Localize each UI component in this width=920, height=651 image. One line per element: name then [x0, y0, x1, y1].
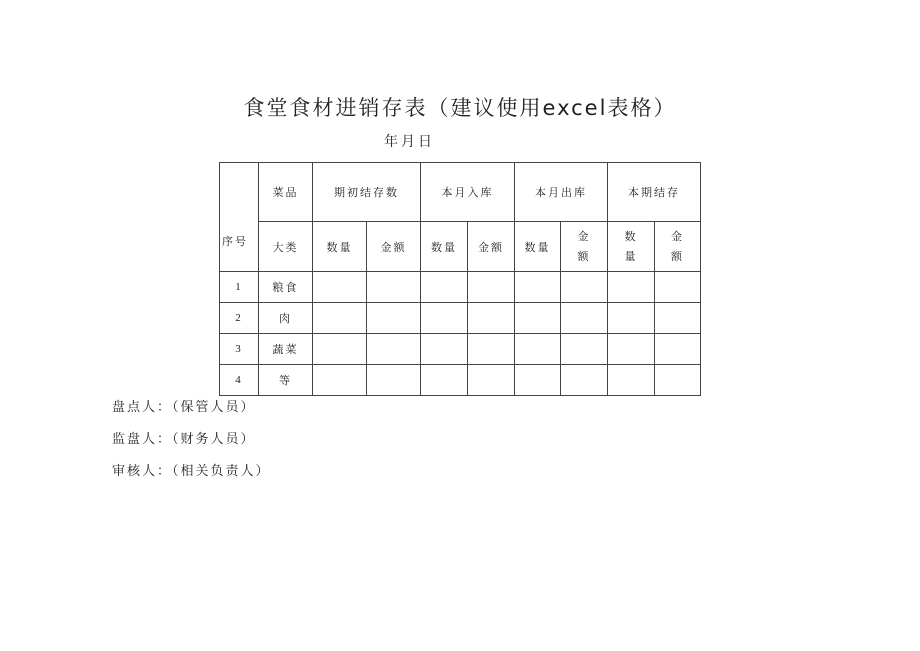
empty-cell	[608, 365, 655, 396]
empty-cell	[468, 303, 515, 334]
group-header-opening: 期初结存数	[313, 163, 421, 222]
empty-cell	[655, 365, 701, 396]
group-header-closing: 本期结存	[608, 163, 701, 222]
document-title: 食堂食材进销存表（建议使用excel表格）	[243, 96, 677, 120]
signer-list	[112, 398, 271, 494]
empty-cell	[367, 303, 421, 334]
qty-header: 数量	[515, 222, 561, 272]
empty-cell	[515, 334, 561, 365]
seq-header: 序号	[220, 163, 259, 272]
amount-char: 额	[577, 249, 591, 263]
amount-header: 金额	[367, 222, 421, 272]
empty-cell	[313, 272, 367, 303]
qty-char: 量	[624, 249, 638, 263]
row-seq: 2	[220, 303, 259, 334]
table-row	[220, 334, 701, 365]
amount-char: 额	[671, 249, 684, 263]
category-header: 大类	[259, 222, 313, 272]
empty-cell	[561, 334, 608, 365]
empty-cell	[561, 303, 608, 334]
empty-cell	[655, 334, 701, 365]
dish-header: 菜品	[259, 163, 313, 222]
table-row	[220, 272, 701, 303]
row-category: 肉	[259, 303, 313, 334]
row-category: 等	[259, 365, 313, 396]
empty-cell	[655, 303, 701, 334]
qty-header: 数量	[313, 222, 367, 272]
empty-cell	[515, 365, 561, 396]
inventory-table	[219, 162, 701, 396]
empty-cell	[468, 272, 515, 303]
table-row	[220, 365, 701, 396]
signer-reviewer: 审核人：（相关负责人）	[112, 464, 271, 479]
qty-header-split	[608, 222, 655, 272]
empty-cell	[367, 272, 421, 303]
empty-cell	[313, 334, 367, 365]
empty-cell	[421, 303, 468, 334]
empty-cell	[468, 365, 515, 396]
amount-header-split	[561, 222, 608, 272]
empty-cell	[561, 365, 608, 396]
date-label: 年月日	[384, 134, 435, 150]
row-category: 蔬菜	[259, 334, 313, 365]
empty-cell	[608, 334, 655, 365]
signer-counter: 盘点人：（保管人员）	[112, 400, 256, 415]
empty-cell	[313, 365, 367, 396]
qty-char: 数	[624, 229, 638, 243]
table-row	[220, 303, 701, 334]
empty-cell	[515, 272, 561, 303]
empty-cell	[608, 303, 655, 334]
table-body	[220, 272, 701, 396]
empty-cell	[421, 365, 468, 396]
group-header-in: 本月入库	[421, 163, 515, 222]
amount-char: 金	[577, 229, 591, 243]
empty-cell	[655, 272, 701, 303]
empty-cell	[561, 272, 608, 303]
empty-cell	[515, 303, 561, 334]
empty-cell	[608, 272, 655, 303]
row-category: 粮食	[259, 272, 313, 303]
row-seq: 4	[220, 365, 259, 396]
empty-cell	[313, 303, 367, 334]
group-header-out: 本月出库	[515, 163, 608, 222]
empty-cell	[421, 334, 468, 365]
row-seq: 3	[220, 334, 259, 365]
row-seq: 1	[220, 272, 259, 303]
qty-header: 数量	[421, 222, 468, 272]
empty-cell	[468, 334, 515, 365]
empty-cell	[367, 365, 421, 396]
amount-char: 金	[671, 229, 684, 243]
empty-cell	[367, 334, 421, 365]
empty-cell	[421, 272, 468, 303]
amount-header: 金额	[468, 222, 515, 272]
amount-header-split	[655, 222, 701, 272]
signer-supervisor: 监盘人：（财务人员）	[112, 432, 256, 447]
